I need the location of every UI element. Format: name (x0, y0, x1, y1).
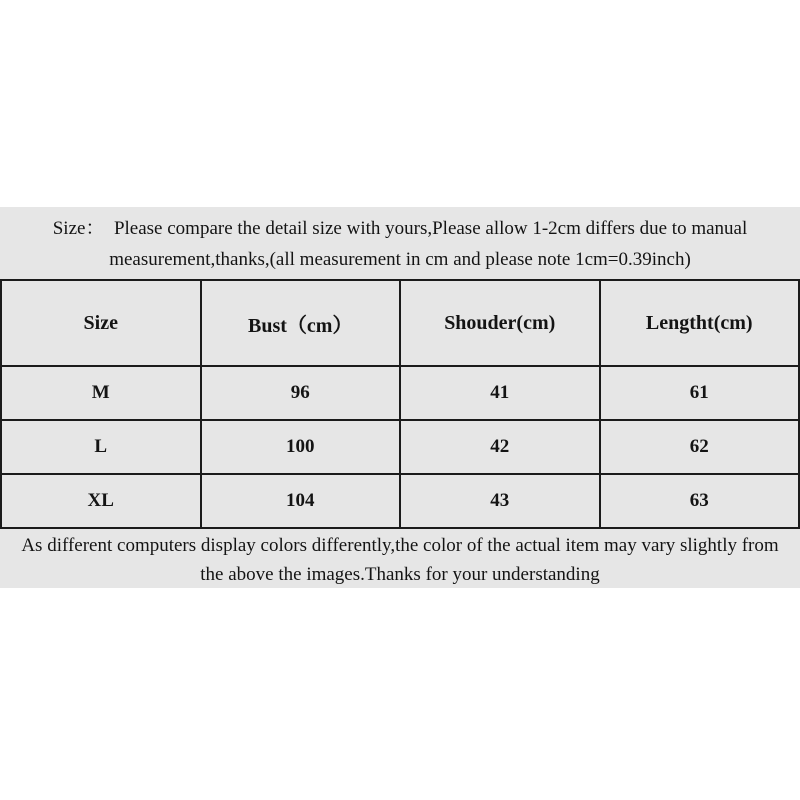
color-disclaimer-line-1: As different computers display colors differently,the color of the actual item may vary slightly from (21, 534, 779, 556)
color-disclaimer-line-2: the above the images.Thanks for your understanding (200, 563, 600, 585)
table-row-xl (1, 474, 799, 528)
cell-xl-shoulder: 43 (400, 474, 600, 528)
column-header-size: Size (1, 280, 201, 366)
color-disclaimer (0, 529, 800, 590)
cell-l-bust: 100 (201, 420, 401, 474)
cell-xl-bust: 104 (201, 474, 401, 528)
cell-l-size: L (1, 420, 201, 474)
column-header-shoulder: Shouder(cm) (400, 280, 600, 366)
cell-l-shoulder: 42 (400, 420, 600, 474)
cell-xl-size: XL (1, 474, 201, 528)
size-chart-panel (0, 207, 800, 588)
cell-m-length: 61 (600, 366, 800, 420)
cell-m-size: M (1, 366, 201, 420)
measurement-notice-line-1: Size： Please compare the detail size with yours,Please allow 1-2cm differs due to manual (52, 218, 748, 239)
table-row-l (1, 420, 799, 474)
size-table (0, 279, 800, 529)
size-table-header-row (1, 280, 799, 366)
measurement-notice (0, 207, 800, 279)
measurement-notice-line-2: measurement,thanks,(all measurement in cm and please note 1cm=0.39inch) (109, 249, 691, 270)
table-row-m (1, 366, 799, 420)
column-header-bust: Bust（cm） (201, 280, 401, 366)
column-header-length: Lengtht(cm) (600, 280, 800, 366)
cell-xl-length: 63 (600, 474, 800, 528)
cell-m-bust: 96 (201, 366, 401, 420)
cell-l-length: 62 (600, 420, 800, 474)
cell-m-shoulder: 41 (400, 366, 600, 420)
